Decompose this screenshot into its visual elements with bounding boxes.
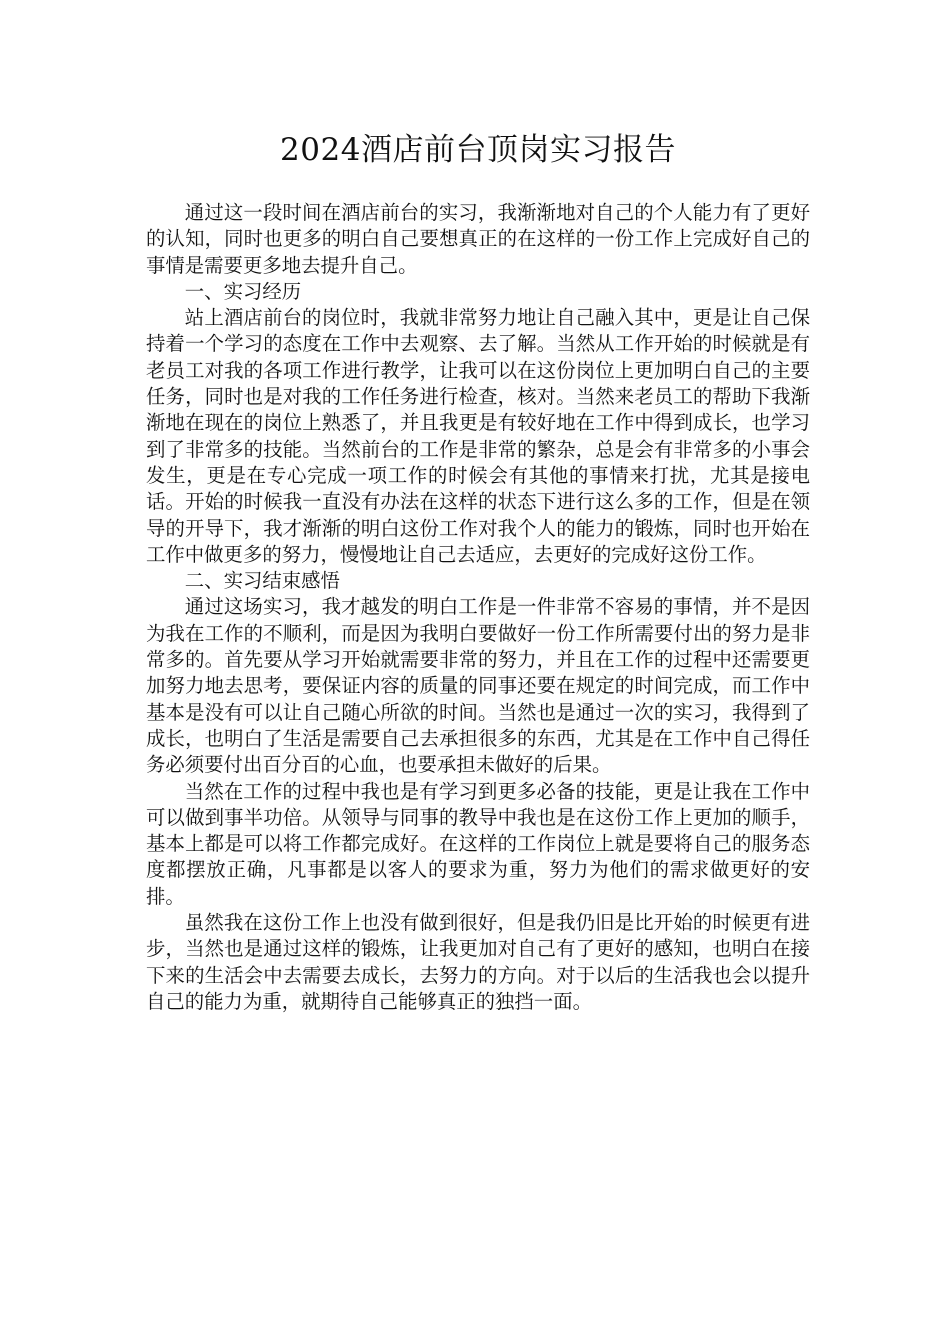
experience-paragraph: 站上酒店前台的岗位时，我就非常努力地让自己融入其中，更是让自己保持着一个学习的态度在工作中去观察、去了解。当然从工作开始的时候就是有老员工对我的各项工作进行教学，让我可以在这份岗位上更加明白自己的主要任务，同时也是对我的工作任务进行检查，核对。当然来老员工的帮助下我渐渐地在现在的岗位上熟悉了，并且我更是有较好地在工作中得到成长，也学习到了非常多的技能。当然前台的工作是非常的繁杂，总是会有非常多的小事会发生，更是在专心完成一项工作的时候会有其他的事情来打扰，尤其是接电话。开始的时候我一直没有办法在这样的状态下进行这么多的工作，但是在领导的开导下，我才渐渐的明白这份工作对我个人的能力的锻炼，同时也开始在工作中做更多的努力，慢慢地让自己去适应，去更好的完成好这份工作。: [146, 306, 810, 566]
section-heading-experience: 一、实习经历: [184, 279, 302, 303]
reflection-paragraph-2: 当然在工作的过程中我也是有学习到更多必备的技能，更是让我在工作中可以做到事半功倍。从领导与同事的教导中我也是在这份工作上更加的顺手，基本上都是可以将工作都完成好。在这样的工作岗位上就是要将自己的服务态度都摆放正确，凡事都是以客人的要求为重，努力为他们的需求做更好的安排。: [146, 779, 810, 908]
document-title: 2024酒店前台顶岗实习报告: [280, 132, 676, 168]
document-page: [146, 130, 810, 1015]
reflection-paragraph-1: 通过这场实习，我才越发的明白工作是一件非常不容易的事情，并不是因为我在工作的不顺利，而是因为我明白要做好一份工作所需要付出的努力是非常多的。首先要从学习开始就需要非常的努力，并且在工作的过程中还需要更加努力地去思考，要保证内容的质量的同事还要在规定的时间完成，而工作中基本是没有可以让自己随心所欲的时间。当然也是通过一次的实习，我得到了成长，也明白了生活是需要自己去承担很多的东西，尤其是在工作中自己得任务必须要付出百分百的心血，也要承担未做好的后果。: [146, 595, 810, 777]
intro-paragraph: 通过这一段时间在酒店前台的实习，我渐渐地对自己的个人能力有了更好的认知，同时也更多的明白自己要想真正的在这样的一份工作上完成好自己的事情是需要更多地去提升自己。: [146, 201, 810, 277]
reflection-paragraph-3: 虽然我在这份工作上也没有做到很好，但是我仍旧是比开始的时候更有进步，当然也是通过这样的锻炼，让我更加对自己有了更好的感知，也明白在接下来的生活会中去需要去成长，去努力的方向。对于以后的生活我也会以提升自己的能力为重，就期待自己能够真正的独挡一面。: [146, 911, 810, 1013]
section-heading-reflection: 二、实习结束感悟: [184, 569, 340, 593]
